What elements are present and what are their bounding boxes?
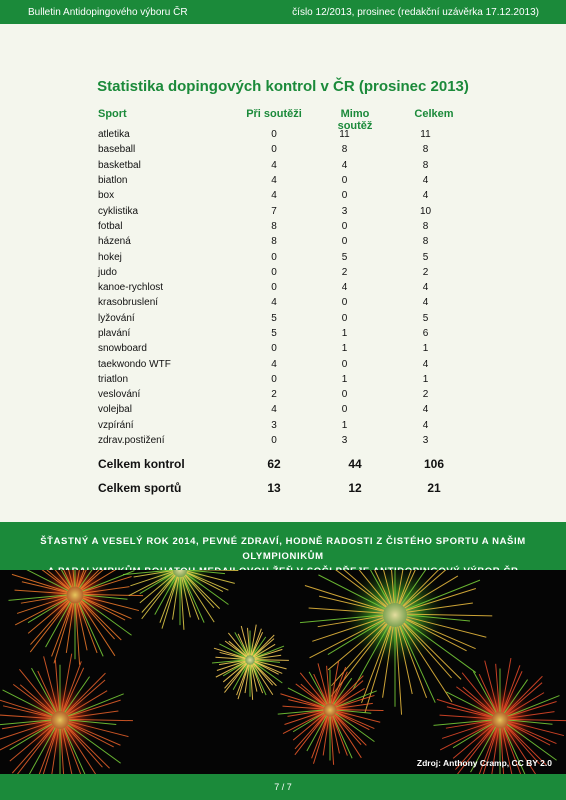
table-row xyxy=(98,127,466,142)
out-of-competition-count: 0 xyxy=(341,389,348,401)
table-row xyxy=(98,311,466,326)
out-of-competition-count: 11 xyxy=(339,129,350,141)
table-row xyxy=(98,341,466,356)
table-row xyxy=(98,173,466,188)
bulletin-header xyxy=(0,0,566,24)
total-controls-out: 44 xyxy=(348,457,362,471)
out-of-competition-count: 0 xyxy=(341,220,348,232)
in-competition-count: 0 xyxy=(271,129,277,141)
in-competition-count: 7 xyxy=(271,205,277,217)
out-of-competition-count: 2 xyxy=(341,266,348,278)
in-competition-count: 4 xyxy=(271,404,277,416)
table-row xyxy=(98,203,466,218)
table-row xyxy=(98,219,466,234)
sport-name: hokej xyxy=(98,251,122,263)
total-count: 2 xyxy=(422,389,429,401)
out-of-competition-count: 0 xyxy=(341,312,348,324)
table-row xyxy=(98,326,466,341)
total-count: 4 xyxy=(422,190,429,202)
sport-name: atletika xyxy=(98,129,130,141)
in-competition-count: 0 xyxy=(271,343,277,355)
in-competition-count: 0 xyxy=(271,373,277,385)
total-sports-label: Celkem sportů xyxy=(98,481,182,495)
out-of-competition-count: 4 xyxy=(341,282,348,294)
total-count: 1 xyxy=(422,343,429,355)
bulletin-name: Bulletin Antidopingového výboru ČR xyxy=(28,6,188,18)
sport-name: lyžování xyxy=(98,312,135,324)
table-row xyxy=(98,188,466,203)
table-row xyxy=(98,387,466,402)
in-competition-count: 0 xyxy=(271,144,277,156)
total-count: 8 xyxy=(422,220,429,232)
out-of-competition-count: 0 xyxy=(341,358,348,370)
out-of-competition-count: 0 xyxy=(341,297,348,309)
out-of-competition-count: 1 xyxy=(341,419,348,431)
total-sports-out: 12 xyxy=(348,481,362,495)
total-sports-total: 21 xyxy=(427,481,441,495)
sport-name: cyklistika xyxy=(98,205,139,217)
total-controls-total: 106 xyxy=(423,457,445,471)
total-count: 8 xyxy=(422,144,429,156)
in-competition-count: 8 xyxy=(271,236,277,248)
in-competition-count: 5 xyxy=(271,312,277,324)
sport-name: box xyxy=(98,190,115,202)
sport-name: kanoe-rychlost xyxy=(98,282,164,294)
total-count: 4 xyxy=(422,358,429,370)
sport-name: zdrav.postižení xyxy=(98,435,165,447)
table-row xyxy=(98,234,466,249)
total-count: 8 xyxy=(422,236,429,248)
out-of-competition-count: 4 xyxy=(341,159,348,171)
sport-name: vzpírání xyxy=(98,419,134,431)
out-of-competition-count: 0 xyxy=(341,190,348,202)
column-header-total: Celkem xyxy=(414,108,454,120)
table-row xyxy=(98,158,466,173)
in-competition-count: 3 xyxy=(271,419,277,431)
column-header-sport: Sport xyxy=(98,108,127,120)
total-count: 5 xyxy=(422,251,429,263)
sport-name: basketbal xyxy=(98,159,141,171)
column-header-out-of-competition: Mimo soutěž xyxy=(337,108,373,132)
sport-name: baseball xyxy=(98,144,136,156)
out-of-competition-count: 3 xyxy=(341,205,348,217)
total-count: 4 xyxy=(422,419,429,431)
sport-name: veslování xyxy=(98,389,141,401)
in-competition-count: 0 xyxy=(271,435,277,447)
page-title: Statistika dopingových kontrol v ČR (prosinec 2013) xyxy=(97,78,469,95)
in-competition-count: 0 xyxy=(271,282,277,294)
table-row xyxy=(98,418,466,433)
total-count: 5 xyxy=(422,312,429,324)
table-row xyxy=(98,295,466,310)
total-count: 10 xyxy=(419,205,432,217)
total-count: 1 xyxy=(422,373,429,385)
fireworks-illustration xyxy=(0,570,566,774)
banner-line-1: ŠŤASTNÝ A VESELÝ ROK 2014, PEVNÉ ZDRAVÍ, HODNĚ RADOSTI Z ČISTÉHO SPORTU A NAŠIM OLYMPIONIKŮM xyxy=(40,536,526,562)
out-of-competition-count: 1 xyxy=(341,343,348,355)
total-controls-in: 62 xyxy=(267,457,281,471)
in-competition-count: 4 xyxy=(271,159,277,171)
page-number: 7 / 7 xyxy=(274,782,292,792)
out-of-competition-count: 0 xyxy=(341,236,348,248)
out-of-competition-count: 0 xyxy=(341,175,348,187)
sport-name: volejbal xyxy=(98,404,132,416)
out-of-competition-count: 3 xyxy=(341,435,348,447)
new-year-banner xyxy=(0,522,566,570)
out-of-competition-count: 8 xyxy=(341,144,348,156)
total-count: 11 xyxy=(420,129,431,141)
table-row xyxy=(98,249,466,264)
sport-name: judo xyxy=(98,266,117,278)
table-row xyxy=(98,356,466,371)
in-competition-count: 8 xyxy=(271,220,277,232)
sport-name: plavání xyxy=(98,328,131,339)
out-of-competition-count: 1 xyxy=(341,328,348,339)
out-of-competition-count: 0 xyxy=(341,404,348,416)
in-competition-count: 5 xyxy=(271,328,277,339)
in-competition-count: 0 xyxy=(271,251,277,263)
sport-name: házená xyxy=(98,236,131,248)
in-competition-count: 4 xyxy=(271,297,277,309)
table-row xyxy=(98,433,466,448)
sport-name: taekwondo WTF xyxy=(98,358,171,370)
sport-name: fotbal xyxy=(98,220,123,232)
issue-info: číslo 12/2013, prosinec (redakční uzávěrka 17.12.2013) xyxy=(292,6,539,18)
table-row xyxy=(98,372,466,387)
total-count: 2 xyxy=(422,266,429,278)
in-competition-count: 4 xyxy=(271,190,277,202)
sport-name: krasobruslení xyxy=(98,297,159,309)
total-count: 4 xyxy=(422,175,429,187)
sport-name: biatlon xyxy=(98,175,128,187)
total-count: 4 xyxy=(422,282,429,294)
total-count: 3 xyxy=(422,435,429,447)
image-credit: Zdroj: Anthony Cramp, CC BY 2.0 xyxy=(416,758,552,768)
in-competition-count: 2 xyxy=(271,389,277,401)
sport-name: snowboard xyxy=(98,343,147,355)
in-competition-count: 4 xyxy=(271,175,277,187)
fireworks-image xyxy=(0,570,566,774)
out-of-competition-count: 5 xyxy=(341,251,348,263)
total-sports-in: 13 xyxy=(267,481,281,495)
sport-name: triatlon xyxy=(98,373,129,385)
table-row xyxy=(98,265,466,280)
out-of-competition-count: 1 xyxy=(341,373,348,385)
page-footer xyxy=(0,774,566,800)
total-count: 6 xyxy=(422,328,429,339)
in-competition-count: 0 xyxy=(271,266,277,278)
doping-controls-table xyxy=(98,127,466,448)
table-row xyxy=(98,280,466,295)
total-count: 8 xyxy=(422,159,429,171)
column-header-in-competition: Při soutěži xyxy=(246,108,302,120)
total-count: 4 xyxy=(422,297,429,309)
total-count: 4 xyxy=(422,404,429,416)
table-row xyxy=(98,402,466,417)
in-competition-count: 4 xyxy=(271,358,277,370)
table-row xyxy=(98,142,466,157)
total-controls-label: Celkem kontrol xyxy=(98,457,185,471)
